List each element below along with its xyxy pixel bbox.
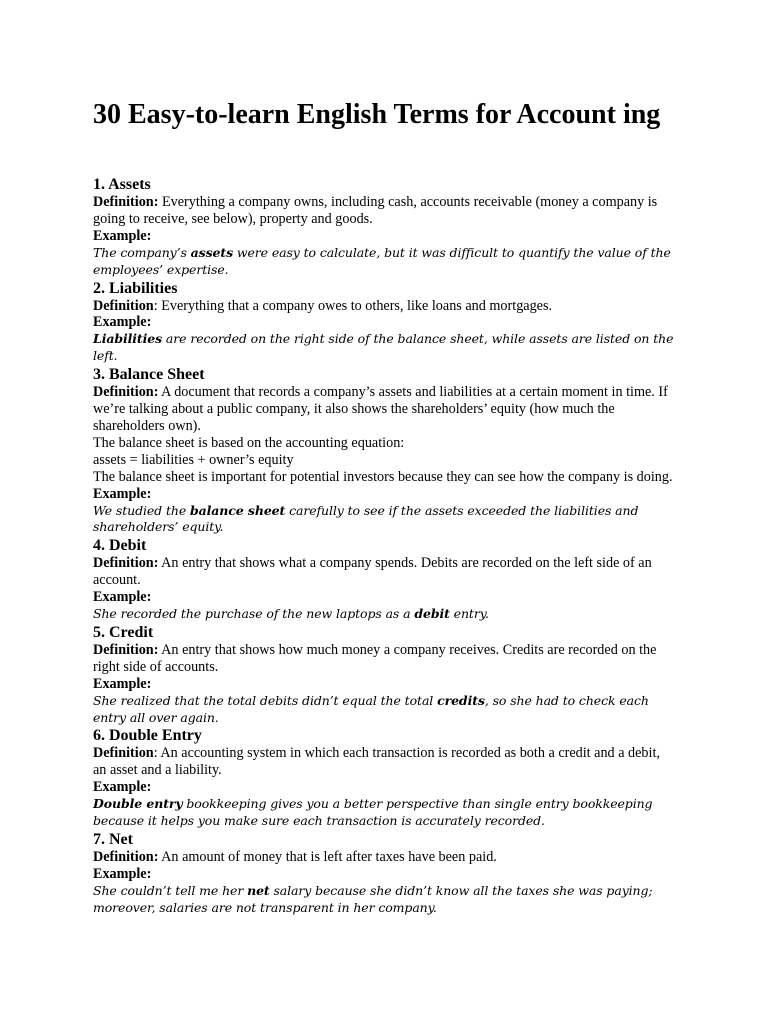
body-text: The balance sheet is important for potential investors because they can see how the company is doing. — [93, 468, 673, 485]
term-heading: 6. Double Entry — [93, 727, 202, 745]
definition-label: Definition: — [93, 555, 159, 572]
example-sentence — [93, 245, 675, 279]
example-text: The company’s — [93, 244, 191, 260]
definition-text: An entry that shows what a company spends. Debits are recorded on the left side of an account. — [93, 555, 656, 589]
definition-line — [93, 642, 675, 676]
body-text: assets = liabilities + owner’s equity — [93, 451, 294, 468]
term-heading: 4. Debit — [93, 537, 147, 555]
example-sentence — [93, 796, 675, 830]
term-heading: 7. Net — [93, 831, 133, 848]
definition-text: Everything a company owns, including cash, accounts receivable (money a company is going to receive, see below), property and goods. — [93, 194, 661, 227]
example-text: bookkeeping gives you a better perspective than single entry bookkeeping because it helps you make sure each transaction is accurately recorded. — [93, 796, 657, 829]
example-sentence — [93, 503, 675, 537]
example-term: balance sheet — [190, 502, 286, 518]
definition-label: Definition: — [93, 641, 159, 658]
definition-line — [93, 384, 675, 435]
example-sentence — [93, 883, 675, 917]
definition-text: An amount of money that is left after taxes have been paid. — [158, 849, 497, 865]
term-section — [93, 830, 675, 917]
term-heading: 3. Balance Sheet — [93, 366, 205, 384]
example-label: Example: — [93, 485, 152, 502]
definition-text: An entry that shows how much money a company receives. Credits are recorded on the right side of accounts. — [93, 641, 660, 675]
definition-line — [93, 194, 675, 228]
example-text: She recorded the purchase of the new laptops as a — [93, 606, 415, 622]
example-sentence — [93, 331, 678, 365]
example-label: Example: — [93, 227, 152, 244]
term-heading: 2. Liabilities — [93, 279, 178, 297]
example-text: , so she had to check each entry all over again. — [93, 692, 653, 725]
example-term: Liabilities — [93, 331, 163, 347]
example-term: credits — [437, 692, 485, 708]
definition-text: : An accounting system in which each transaction is recorded as both a credit and a debit, an asset and a liability. — [93, 745, 664, 779]
example-text: She realized that the total debits didn’t equal the total — [93, 692, 438, 708]
term-section — [93, 726, 675, 830]
example-sentence — [93, 693, 675, 727]
definition-text: A document that records a company’s assets and liabilities at a certain moment in time. If we’re talking about a public company, it also shows the shareholders’ equity (how much the shareholders own). — [93, 384, 672, 434]
example-text: are recorded on the right side of the balance sheet, while assets are listed on the left. — [93, 331, 678, 364]
example-text: carefully to see if the assets exceeded the liabilities and shareholders’ equity. — [93, 502, 643, 535]
definition-text: : Everything that a company owes to others, like loans and mortgages. — [153, 297, 553, 314]
definition-label: Definition: — [93, 849, 159, 865]
example-term: net — [247, 882, 270, 898]
example-term: debit — [414, 606, 450, 622]
definition-line — [93, 745, 675, 779]
definition-line — [93, 555, 675, 589]
body-text: The balance sheet is based on the accounting equation: — [93, 434, 405, 451]
term-section — [93, 279, 678, 366]
definition-line — [93, 849, 675, 866]
example-term: Double entry — [93, 796, 183, 812]
definition-label: Definition — [93, 745, 154, 762]
definition-label: Definition — [93, 297, 154, 314]
definition-line — [93, 298, 675, 315]
example-text: We studied the — [93, 502, 191, 518]
example-term: assets — [190, 244, 234, 260]
page-title: 30 Easy-to-learn English Terms for Account ing — [93, 99, 661, 130]
example-label: Example: — [93, 314, 152, 331]
term-section — [93, 536, 675, 623]
term-section — [93, 175, 675, 279]
definition-label: Definition: — [93, 384, 159, 401]
term-heading: 5. Credit — [93, 623, 154, 641]
example-label: Example: — [93, 675, 152, 692]
term-section — [93, 365, 675, 536]
example-label: Example: — [93, 779, 152, 796]
term-section — [93, 623, 675, 727]
example-text: entry. — [449, 606, 489, 622]
example-text: She couldn’t tell me her — [93, 882, 248, 898]
example-label: Example: — [93, 589, 152, 606]
example-text: were easy to calculate, but it was difficult to quantify the value of the employees’ expertise. — [93, 244, 675, 277]
terms-list — [93, 175, 678, 917]
example-sentence — [93, 606, 675, 623]
example-label: Example: — [93, 865, 152, 882]
definition-label: Definition: — [93, 194, 159, 210]
example-text: salary because she didn’t know all the taxes she was paying; moreover, salaries are not transparent in her company. — [93, 882, 657, 915]
term-heading: 1. Assets — [93, 176, 151, 193]
